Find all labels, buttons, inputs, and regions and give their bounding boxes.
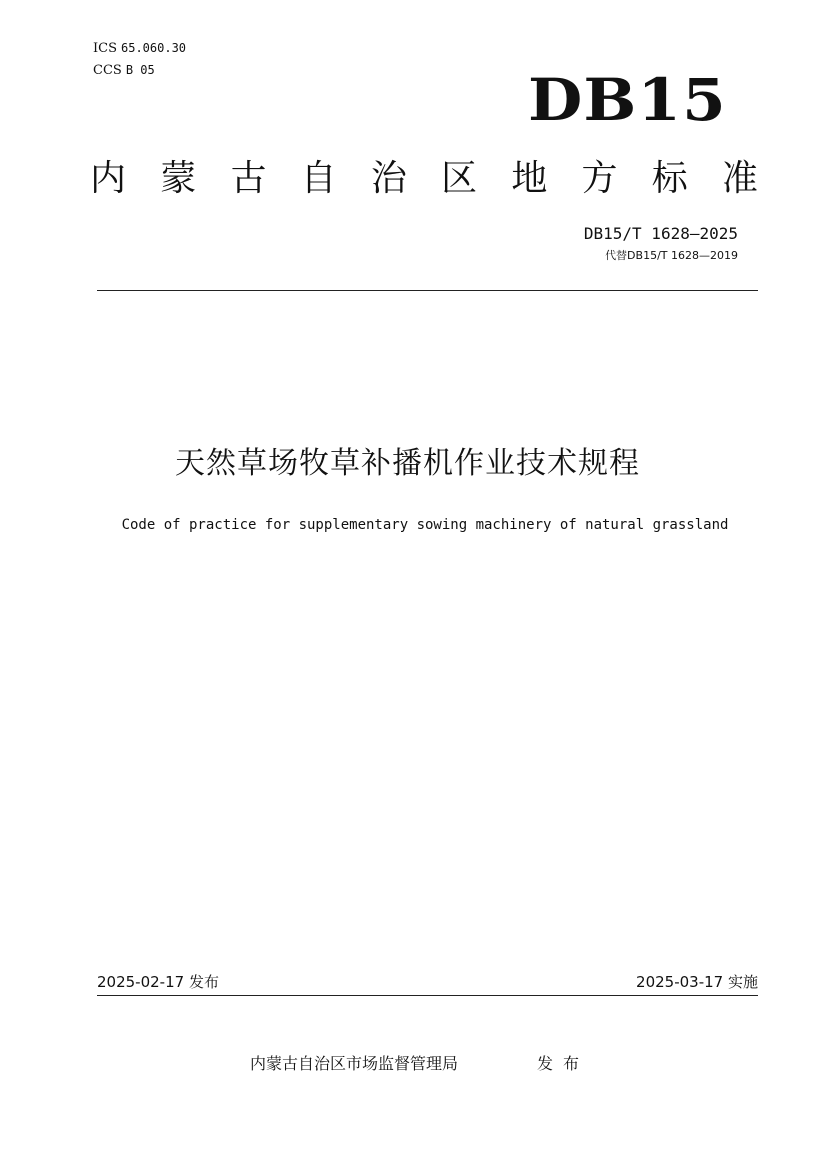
publisher-name: 内蒙古自治区市场监督管理局 [250, 1054, 459, 1073]
title-char: 蒙 [160, 158, 197, 199]
implementation-date: 2025-03-17 实施 [636, 973, 758, 991]
standard-category-title [90, 156, 758, 202]
title-char: 古 [230, 158, 267, 199]
ics-classification [93, 40, 186, 57]
db15-logo: DB15 [528, 66, 727, 134]
title-char: 准 [721, 158, 758, 199]
ccs-classification [93, 62, 155, 79]
document-english-title: Code of practice for supplementary sowing machinery of natural grassland [121, 517, 729, 533]
title-char: 标 [651, 158, 688, 199]
issue-date: 2025-02-17 发布 [97, 973, 219, 991]
title-char: 地 [511, 158, 548, 199]
standard-number: DB15/T 1628—2025 [583, 224, 738, 243]
publish-label: 发布 [537, 1054, 590, 1073]
title-char: 方 [581, 158, 618, 199]
replaces-standard: 代替DB15/T 1628—2019 [605, 249, 738, 262]
ccs-code: B 05 [125, 63, 155, 77]
title-char: 自 [300, 158, 337, 199]
footer-divider [97, 995, 758, 996]
ics-code: 65.060.30 [121, 41, 187, 55]
title-char: 区 [441, 158, 478, 199]
document-title: 天然草场牧草补播机作业技术规程 [175, 446, 640, 481]
title-char: 治 [370, 158, 407, 199]
title-char: 内 [90, 158, 127, 199]
header-divider [97, 290, 758, 291]
ics-label: ICS [93, 41, 117, 56]
ccs-label: CCS [93, 63, 122, 78]
